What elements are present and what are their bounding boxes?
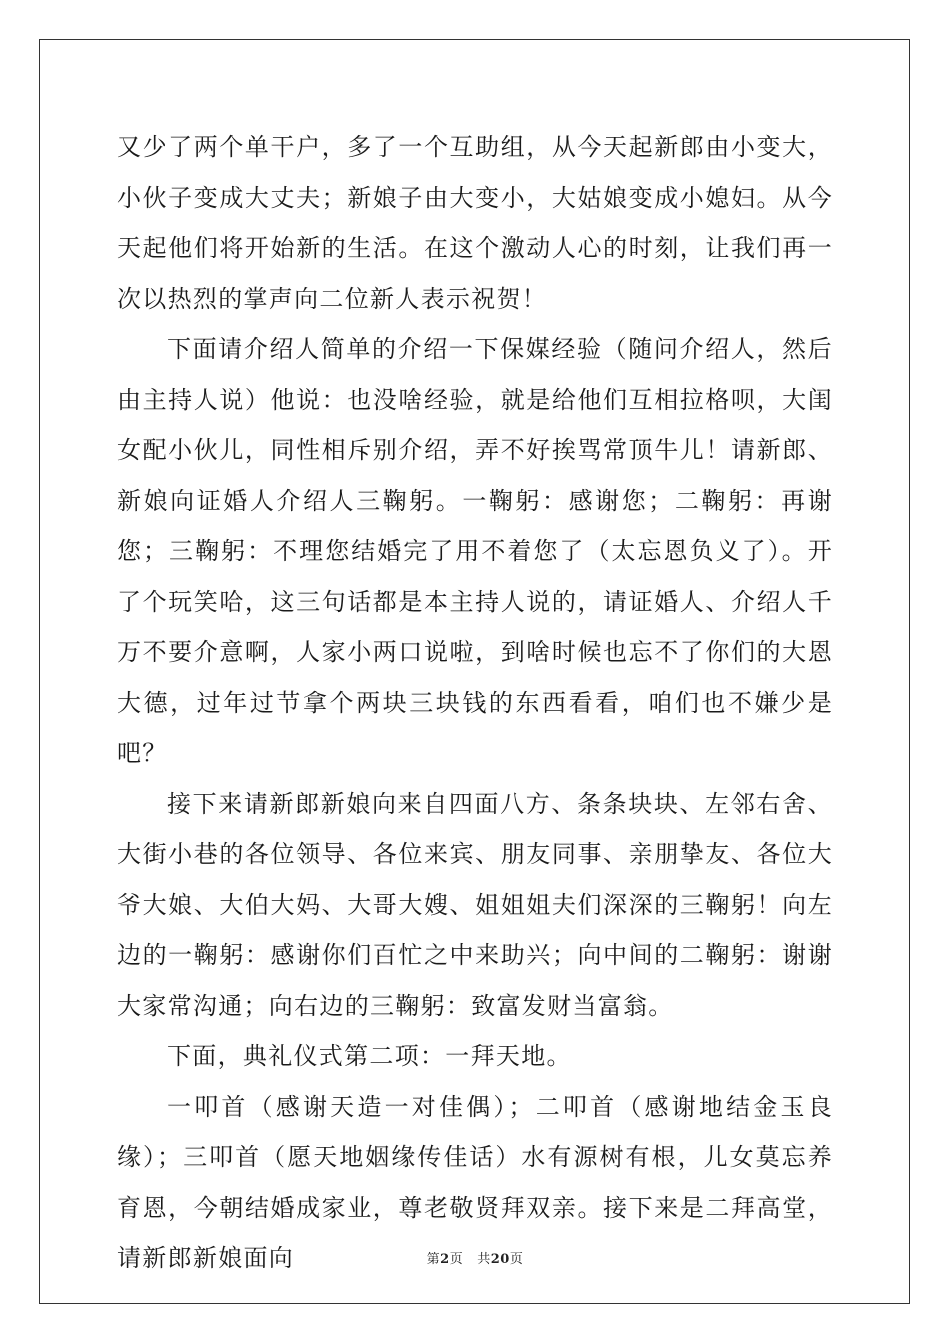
paragraph-5: 一叩首（感谢天造一对佳偶）；二叩首（感谢地结金玉良缘）；三叩首（愿天地姻缘传佳话）水有源树有根，儿女莫忘养育恩，今朝结婚成家业，尊老敬贤拜双亲。接下来是二拜高堂，请新郎新娘面向	[117, 1092, 833, 1272]
page-number: 2	[440, 1252, 450, 1267]
paragraph-1: 又少了两个单干户，多了一个互助组，从今天起新郎由小变大，小伙子变成大丈夫；新娘子由大变小，大姑娘变成小媳妇。从今天起他们将开始新的生活。在这个激动人心的时刻，让我们再一次以热烈的掌声向二位新人表示祝贺！	[117, 133, 833, 313]
page-footer	[0, 1248, 950, 1267]
document-body	[117, 122, 833, 1284]
total-suffix: 页	[509, 1252, 524, 1267]
paragraph-2: 下面请介绍人简单的介绍一下保媒经验（随问介绍人，然后由主持人说）他说：也没啥经验，就是给他们互相拉格呗，大闺女配小伙儿，同性相斥别介绍，弄不好挨骂常顶牛儿！请新郎、新娘向证婚人介绍人三鞠躬。一鞠躬：感谢您；二鞠躬：再谢您；三鞠躬：不理您结婚完了用不着您了（太忘恩负义了）。开了个玩笑哈，这三句话都是本主持人说的，请证婚人、介绍人千万不要介意啊，人家小两口说啦，到啥时候也忘不了你们的大恩大德，过年过节拿个两块三块钱的东西看看，咱们也不嫌少是吧？	[117, 335, 833, 767]
page-suffix: 页	[449, 1252, 464, 1267]
paragraph-3: 接下来请新郎新娘向来自四面八方、条条块块、左邻右舍、大街小巷的各位领导、各位来宾、朋友同事、亲朋挚友、各位大爷大娘、大伯大妈、大哥大嫂、姐姐姐夫们深深的三鞠躬！向左边的一鞠躬：感谢你们百忙之中来助兴；向中间的二鞠躬：谢谢大家常沟通；向右边的三鞠躬：致富发财当富翁。	[117, 789, 833, 1020]
total-prefix: 共	[477, 1252, 491, 1267]
page-prefix: 第	[426, 1252, 441, 1267]
paragraph-4: 下面，典礼仪式第二项：一拜天地。	[167, 1042, 572, 1070]
total-pages: 20	[490, 1252, 510, 1267]
